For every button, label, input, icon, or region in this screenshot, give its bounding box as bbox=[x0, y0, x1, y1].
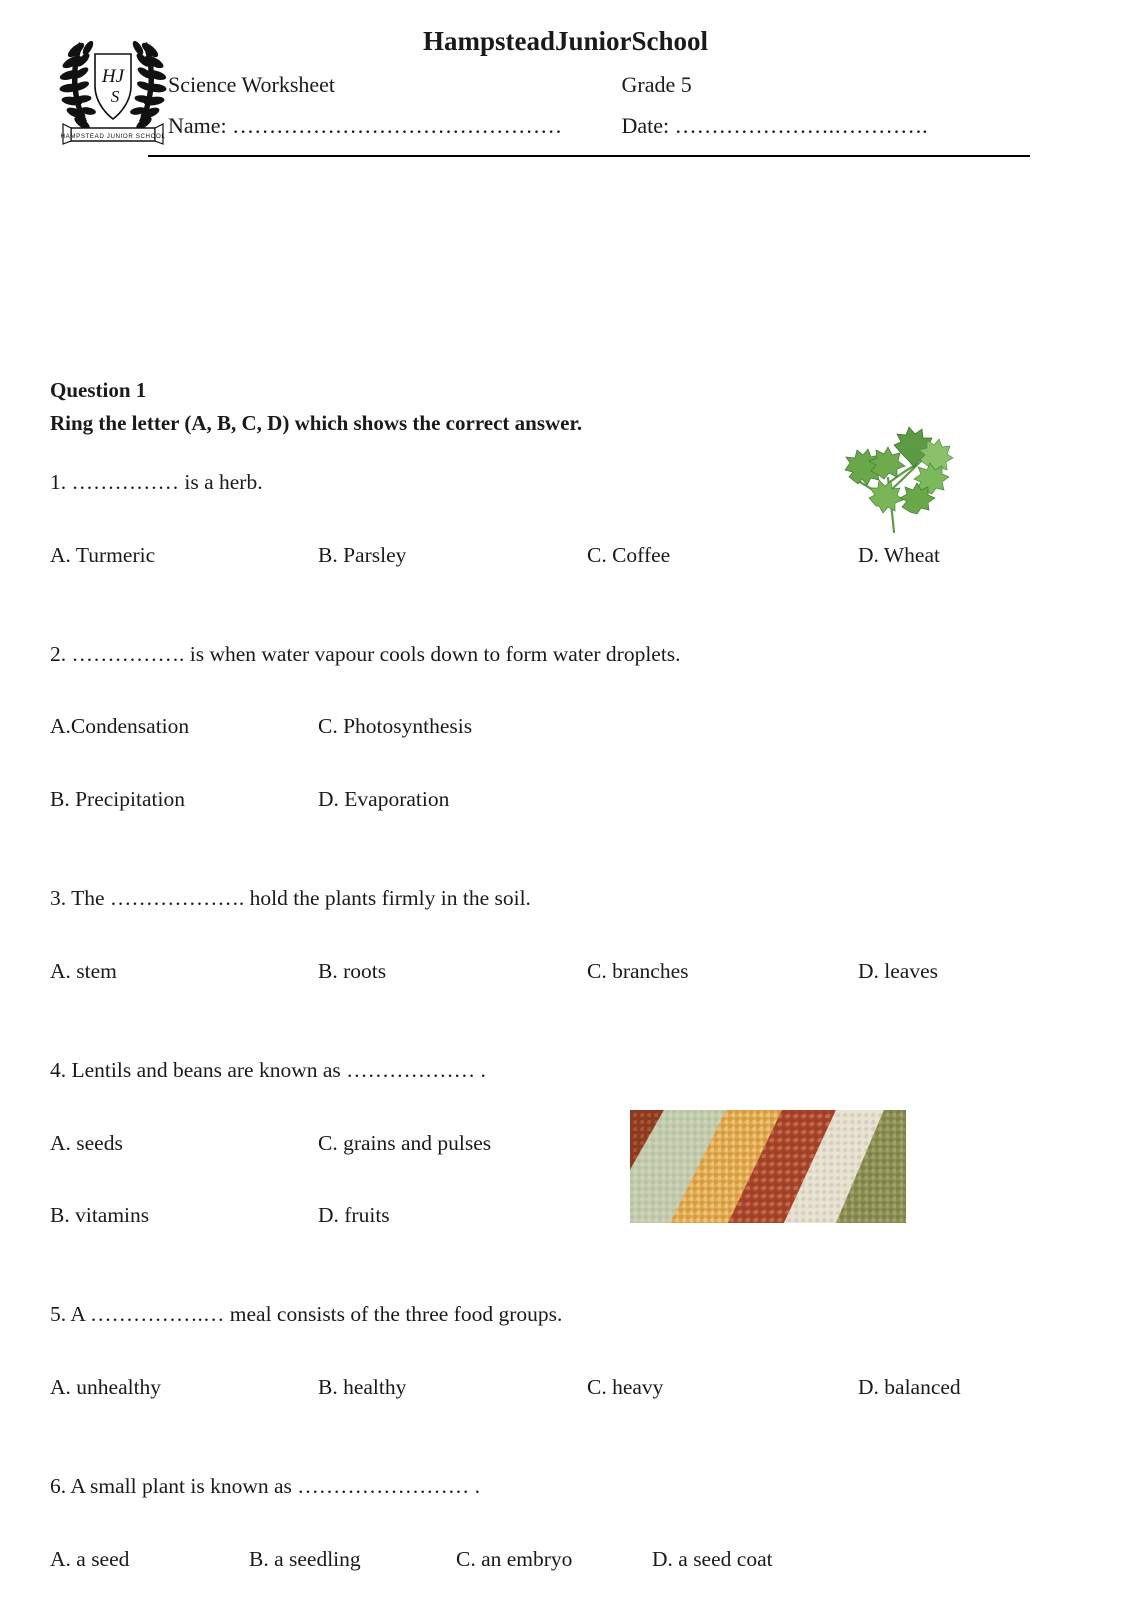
question-4-stem: 4. Lentils and beans are known as ……………… . bbox=[50, 1058, 486, 1082]
question-3-option-a[interactable]: A. stem bbox=[50, 959, 117, 983]
worksheet-header bbox=[0, 0, 1131, 168]
grade-label: Grade 5 bbox=[621, 72, 692, 97]
header-name-date-row bbox=[168, 113, 1068, 139]
question-1-option-d[interactable]: D. Wheat bbox=[858, 543, 940, 567]
question-2-option-d[interactable]: D. Evaporation bbox=[318, 787, 450, 811]
question-2-option-c[interactable]: C. Photosynthesis bbox=[318, 714, 473, 738]
question-3-option-c[interactable]: C. branches bbox=[587, 959, 689, 983]
question-block-instruction: Ring the letter (A, B, C, D) which shows the correct answer. bbox=[50, 411, 583, 435]
question-2-stem: 2. ……………. is when water vapour cools down to form water droplets. bbox=[50, 642, 681, 666]
question-5-option-d[interactable]: D. balanced bbox=[858, 1375, 961, 1399]
question-1-option-c[interactable]: C. Coffee bbox=[587, 543, 671, 567]
question-3-option-b[interactable]: B. roots bbox=[318, 959, 387, 983]
question-5-option-c[interactable]: C. heavy bbox=[587, 1375, 664, 1399]
question-4-option-b[interactable]: B. vitamins bbox=[50, 1203, 150, 1227]
school-name-title: HampsteadJuniorSchool bbox=[422, 26, 709, 56]
question-5-option-a[interactable]: A. unhealthy bbox=[50, 1375, 162, 1399]
header-divider-rule bbox=[148, 155, 1030, 157]
crest-shield bbox=[95, 54, 131, 119]
name-field[interactable]: Name: ……………………………………… bbox=[168, 113, 563, 138]
question-4-option-d[interactable]: D. fruits bbox=[318, 1203, 390, 1227]
question-3-stem: 3. The ………………. hold the plants firmly in the soil. bbox=[50, 886, 531, 910]
header-subject-grade-row bbox=[168, 72, 1068, 98]
grains-and-pulses-photo bbox=[630, 1110, 906, 1223]
crest-banner bbox=[61, 124, 166, 144]
date-field[interactable]: Date: ………………….…………. bbox=[621, 113, 928, 138]
question-1-option-a[interactable]: A. Turmeric bbox=[50, 543, 156, 567]
question-4-option-a[interactable]: A. seeds bbox=[50, 1131, 123, 1155]
question-4-option-c[interactable]: C. grains and pulses bbox=[318, 1131, 492, 1155]
subject-label: Science Worksheet bbox=[168, 72, 336, 97]
question-6-stem: 6. A small plant is known as …………………… . bbox=[50, 1474, 480, 1498]
question-5-stem: 5. A …………….… meal consists of the three food groups. bbox=[50, 1302, 563, 1326]
question-6-option-b[interactable]: B. a seedling bbox=[249, 1547, 361, 1571]
crest-monogram: HJ bbox=[101, 66, 125, 87]
parsley-herb-illustration bbox=[836, 420, 954, 534]
question-3-option-d[interactable]: D. leaves bbox=[858, 959, 938, 983]
question-6-option-a[interactable]: A. a seed bbox=[50, 1547, 130, 1571]
crest-banner-text: HAMPSTEAD JUNIOR SCHOOL bbox=[60, 133, 166, 140]
question-6-option-c[interactable]: C. an embryo bbox=[456, 1547, 573, 1571]
question-6-option-d[interactable]: D. a seed coat bbox=[652, 1547, 773, 1571]
question-1-option-b[interactable]: B. Parsley bbox=[318, 543, 407, 567]
question-2-option-a[interactable]: A.Condensation bbox=[50, 714, 190, 738]
question-5-option-b[interactable]: B. healthy bbox=[318, 1375, 407, 1399]
question-2-option-b[interactable]: B. Precipitation bbox=[50, 787, 185, 811]
svg-text:S: S bbox=[110, 87, 120, 106]
question-block-title: Question 1 bbox=[50, 378, 147, 402]
question-1-stem: 1. …………… is a herb. bbox=[50, 470, 263, 494]
